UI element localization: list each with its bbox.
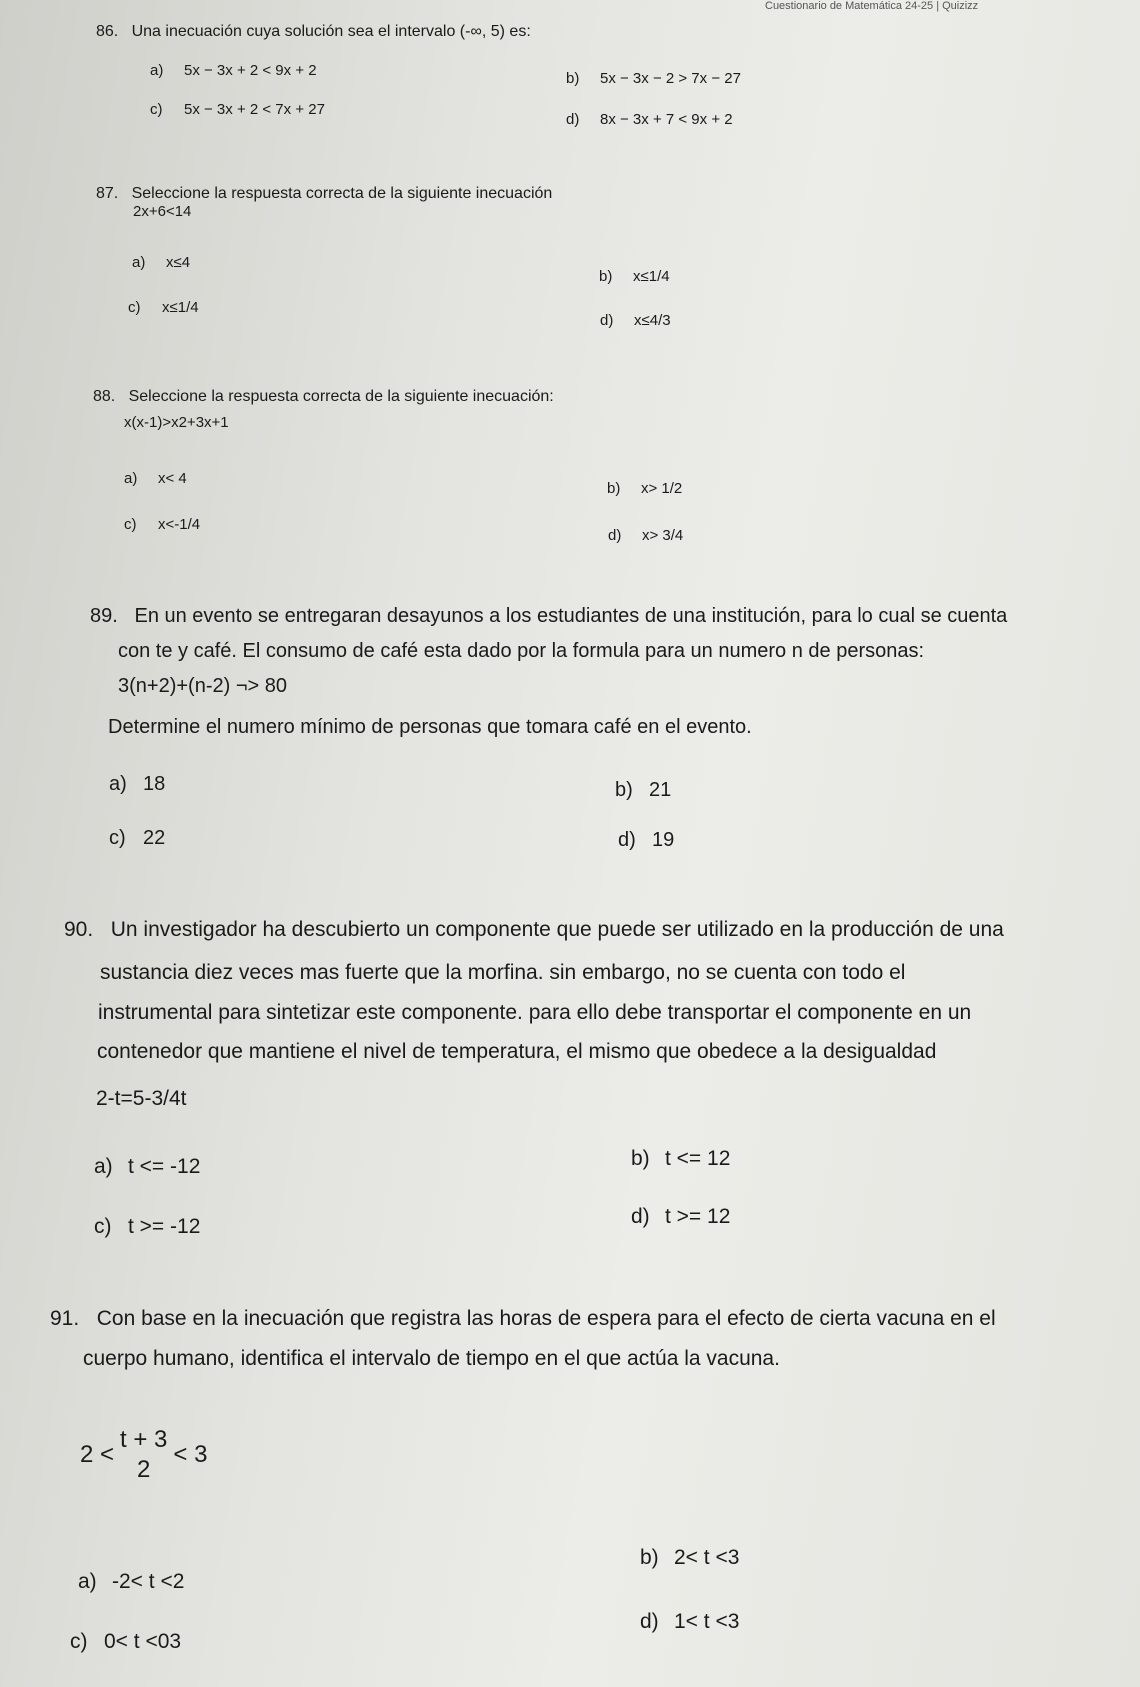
option-d[interactable]: d) t >= 12 <box>631 1205 731 1228</box>
option-c[interactable]: c) x<-1/4 <box>124 516 201 533</box>
option-c[interactable]: c) x≤1/4 <box>128 299 199 316</box>
expression-right: < 3 <box>173 1441 208 1468</box>
question-prompt: Seleccione la respuesta correcta de la siguiente inecuación: <box>128 388 554 405</box>
option-c[interactable]: c) t >= -12 <box>94 1215 201 1238</box>
inequality-expression <box>80 1425 207 1485</box>
fraction-numerator: t + 3 <box>120 1426 168 1453</box>
option-a[interactable]: a) -2< t <2 <box>78 1570 185 1593</box>
option-a[interactable]: a) 5x − 3x + 2 < 9x + 2 <box>150 62 317 79</box>
question-text-line-1: 89. En un evento se entregaran desayunos a los estudiantes de una institución, para lo cual se cuenta <box>90 605 1008 627</box>
question-number: 89. <box>90 605 118 627</box>
option-a[interactable]: a) x≤4 <box>132 254 191 271</box>
question-text-line-2: cuerpo humano, identifica el intervalo de tiempo en el que actúa la vacuna. <box>83 1347 780 1370</box>
option-d[interactable]: d) 19 <box>618 829 675 851</box>
option-d[interactable]: d) 1< t <3 <box>640 1610 740 1633</box>
option-c[interactable]: c) 0< t <03 <box>70 1630 182 1653</box>
option-d[interactable]: d) x> 3/4 <box>608 527 684 544</box>
question-prompt: Determine el numero mínimo de personas que tomara café en el evento. <box>108 716 752 738</box>
option-b[interactable]: b) 5x − 3x − 2 > 7x − 27 <box>566 70 741 87</box>
question-prompt: Seleccione la respuesta correcta de la siguiente inecuación <box>131 185 553 202</box>
option-c[interactable]: c) 5x − 3x + 2 < 7x + 27 <box>150 101 325 118</box>
option-d[interactable]: d) 8x − 3x + 7 < 9x + 2 <box>566 111 733 128</box>
inequality-expression: 2-t=5-3/4t <box>96 1087 187 1110</box>
question-number: 90. <box>64 918 94 941</box>
option-a[interactable]: a) t <= -12 <box>94 1155 201 1178</box>
question-text-line-1: 91. Con base en la inecuación que registra las horas de espera para el efecto de cierta vacuna en el <box>50 1307 996 1330</box>
question-text <box>96 18 531 46</box>
question-number: 86. <box>96 23 119 40</box>
question-number: 91. <box>50 1307 80 1330</box>
option-a[interactable]: a) 18 <box>109 773 166 795</box>
expression-left: 2 < <box>80 1441 115 1468</box>
option-b[interactable]: b) t <= 12 <box>631 1147 731 1170</box>
inequality-expression: 2x+6<14 <box>133 203 192 220</box>
question-text-line-1: 90. Un investigador ha descubierto un componente que puede ser utilizado en la producción de una <box>64 918 1004 941</box>
option-d[interactable]: d) x≤4/3 <box>600 312 671 329</box>
question-prompt: Una inecuación cuya solución sea el intervalo (-∞, 5) es: <box>131 23 531 40</box>
option-c[interactable]: c) 22 <box>109 827 166 849</box>
question-text-line-3: instrumental para sintetizar este componente. para ello debe transportar el componente en un <box>98 1001 972 1024</box>
option-b[interactable]: b) 21 <box>615 779 672 801</box>
question-text <box>93 383 554 411</box>
question-text-line-4: contenedor que mantiene el nivel de temperatura, el mismo que obedece a la desigualdad <box>97 1040 937 1063</box>
question-text-line-2: con te y café. El consumo de café esta dado por la formula para un numero n de personas: <box>118 640 925 662</box>
question-number: 88. <box>93 388 116 405</box>
inequality-expression: 3(n+2)+(n-2) ¬> 80 <box>118 675 287 697</box>
fraction-denominator: 2 <box>137 1456 151 1483</box>
option-b[interactable]: b) x> 1/2 <box>607 480 683 497</box>
option-a[interactable]: a) x< 4 <box>124 470 187 487</box>
question-number: 87. <box>96 185 119 202</box>
question-text-line-2: sustancia diez veces mas fuerte que la morfina. sin embargo, no se cuenta con todo el <box>100 961 906 984</box>
option-b[interactable]: b) 2< t <3 <box>640 1546 740 1569</box>
fraction <box>120 1425 167 1485</box>
option-b[interactable]: b) x≤1/4 <box>599 268 670 285</box>
inequality-expression: x(x-1)>x2+3x+1 <box>124 414 229 431</box>
page-header: Cuestionario de Matemática 24-25 | Quizizz <box>765 0 979 12</box>
